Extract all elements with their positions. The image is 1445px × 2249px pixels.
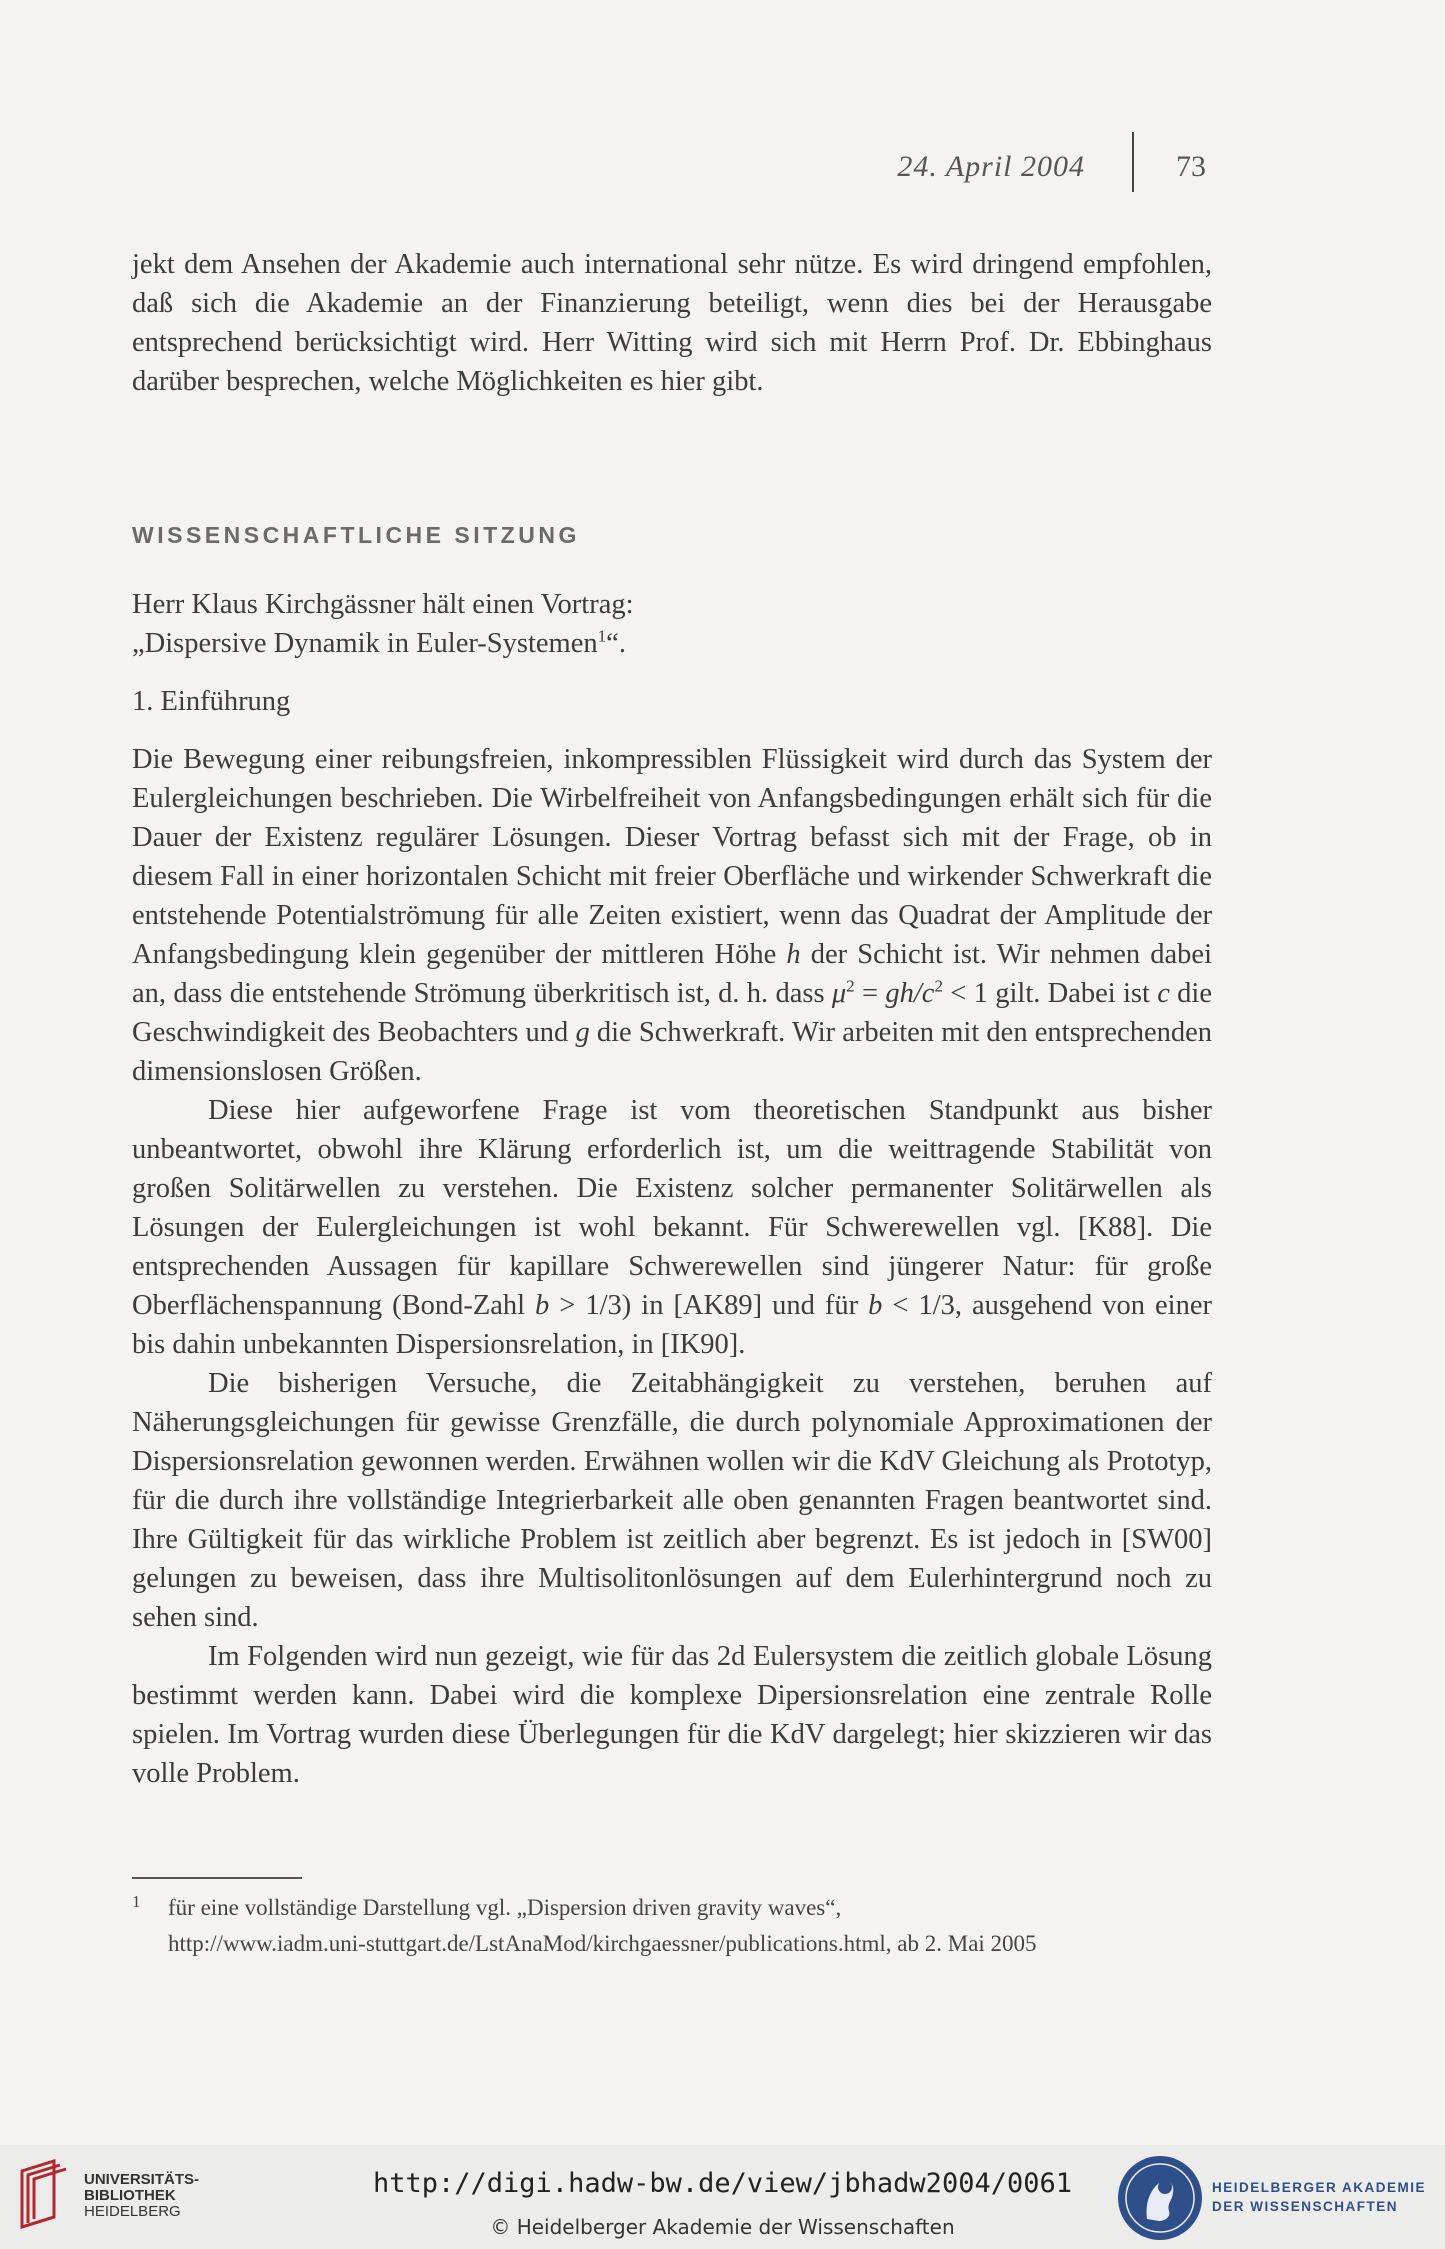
academy-name: HEIDELBERGER AKADEMIE DER WISSENSCHAFTEN (1212, 2180, 1427, 2214)
talk-intro (132, 585, 1212, 663)
footnote-number: 1 (132, 1892, 141, 1911)
subsection-block (132, 682, 1212, 721)
running-header (0, 150, 1445, 190)
footnote-line-1: für eine vollständige Darstellung vgl. „Dispersion driven gravity waves“, (168, 1895, 842, 1920)
footnote-divider (132, 1877, 302, 1879)
academy-seal-icon (1115, 2153, 1205, 2243)
header-date: 24. April 2004 (897, 150, 1085, 183)
intro-paragraph-block (132, 245, 1212, 401)
paragraph-1: Die Bewegung einer reibungsfreien, inkompressiblen Flüssigkeit wird durch das System der Eulergleichungen beschrieben. Die Wirbelfreiheit von Anfangsbedingungen erhält sich für die Dauer der Existenz regulärer Lösungen. Dieser Vortrag befasst sich mit der Frage, ob in diesem Fall in einer horizontalen Schicht mit freier Oberfläche und wirkender Schwerkraft die entstehende Potentialströmung für alle Zeiten existiert, wenn das Quadrat der Amplitude der Anfangsbedingung klein gegenüber der mittleren Höhe h der Schicht ist. Wir nehmen dabei an, dass die entstehende Strömung überkritisch ist, d. h. dass $\mu^2 = gh/c^2 < 1$ gilt. Dabei ist c die Geschwindigkeit des Beobachters und g die Schwerkraft. Wir arbeiten mit den entsprechenden dimensionslosen Größen. (132, 744, 1213, 1087)
main-text (132, 740, 1212, 1793)
footnote-url[interactable]: http://www.iadm.uni-stuttgart.de/LstAnaMod/kirchgaessner/publications.html, ab 2. Mai 2005 (168, 1931, 1037, 1956)
footer-url-link[interactable]: http://digi.hadw-bw.de/view/jbhadw2004/0061 (373, 2168, 1072, 2199)
talk-title: „Dispersive Dynamik in Euler-Systemen$^1$“. (132, 626, 626, 659)
page-number: 73 (1176, 150, 1206, 183)
copyright-notice: © Heidelberger Akademie der Wissenschaften (490, 2215, 955, 2239)
library-name: UNIVERSITÄTS- BIBLIOTHEK HEIDELBERG (84, 2171, 200, 2220)
paragraph-2: Diese hier aufgeworfene Frage ist vom theoretischen Standpunkt aus bisher unbeantwortet, obwohl ihre Klärung erforderlich ist, um die weittragende Stabilität von großen Solitärwellen zu verstehen. Die Existenz solcher permanenter Solitärwellen als Lösungen der Eulergleichungen ist wohl bekannt. Für Schwerewellen vgl. [K88]. Die entsprechenden Aussagen für kapillare Schwerewellen sind jüngerer Natur: für große Oberflächenspannung (Bond-Zahl b > 1/3) in [AK89] und für b < 1/3, ausgehend von einer bis dahin unbekannten Dispersionsrelation, in [IK90]. (132, 1095, 1212, 1360)
speaker-line: Herr Klaus Kirchgässner hält einen Vortrag: (132, 589, 634, 620)
intro-paragraph: jekt dem Ansehen der Akademie auch international sehr nütze. Es wird dringend empfohlen, daß sich die Akademie an der Finanzierung beteiligt, wenn dies bei der Herausgabe entsprechend berücksichtigt wird. Herr Witting wird sich mit Herrn Prof. Dr. Ebbinghaus darüber besprechen, welche Möglichkeiten es hier gibt. (132, 249, 1212, 397)
section-heading: WISSENSCHAFTLICHE SITZUNG (132, 522, 580, 548)
subsection-heading: 1. Einführung (132, 686, 291, 717)
paragraph-4: Im Folgenden wird nun gezeigt, wie für das 2d Eulersystem die zeitlich globale Lösung bestimmt werden kann. Dabei wird die komplexe Dipersionsrelation eine zentrale Rolle spielen. Im Vortrag wurden diese Überlegungen für die KdV dargelegt; hier skizzieren wir das volle Problem. (132, 1641, 1212, 1789)
footnote-ref: 1 (597, 626, 607, 646)
paragraph-3: Die bisherigen Versuche, die Zeitabhängigkeit zu verstehen, beruhen auf Näherungsgleichungen für gewisse Grenzfälle, die durch polynomiale Approximationen der Dispersionsrelation gewonnen werden. Erwähnen wollen wir die KdV Gleichung als Prototyp, für die durch ihre vollständige Integrierbarkeit alle oben genannten Fragen beantwortet sind. Ihre Gültigkeit für das wirkliche Problem ist zeitlich aber begrenzt. Es ist jedoch in [SW00] gelungen zu beweisen, dass ihre Multisolitonlösungen auf dem Eulerhintergrund noch zu sehen sind. (132, 1368, 1212, 1633)
header-divider (1132, 132, 1134, 192)
footnote (132, 1890, 1212, 1962)
